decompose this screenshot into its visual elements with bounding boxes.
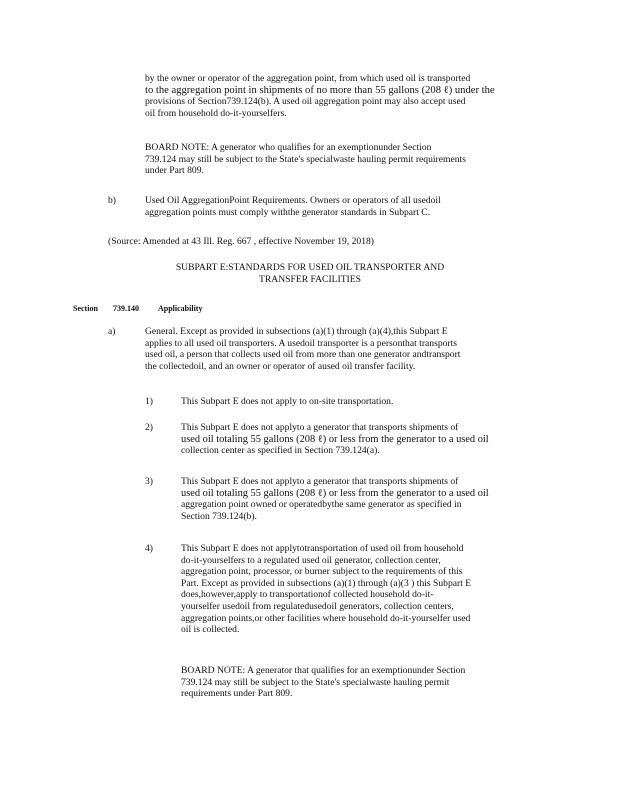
text-line: used oil totaling 55 gallons (208 ℓ) or less from the generator to a used oil (181, 487, 489, 499)
text-line: (Source: Amended at 43 Ill. Reg. 667 , effective November 19, 2018) (108, 236, 374, 247)
section-title: Applicability (158, 304, 203, 313)
text-line: yourselfer usedoil from regulatedusedoil generators, collection centers, (181, 600, 454, 612)
text-line: provisions of Section739.124(b). A used oil aggregation point may also accept used (145, 96, 466, 108)
board-note (181, 665, 543, 700)
text-line: to the aggregation point in shipments of no more than 55 gallons (208 ℓ) under the (145, 84, 495, 96)
text-line: used oil totaling 55 gallons (208 ℓ) or less from the generator to a used oil (181, 433, 489, 445)
text-line: This Subpart E does not applytotransportation of used oil from household (181, 543, 464, 554)
item-label: a) (108, 326, 116, 337)
text-line: Part. Except as provided in subsections (a)(1) through (a)(3 ) this Subpart E (181, 577, 472, 589)
subpart-heading (120, 262, 500, 285)
subitem-label: 2) (145, 422, 153, 433)
top-paragraph (145, 73, 543, 119)
heading-line: TRANSFER FACILITIES (259, 273, 361, 285)
section-prefix: Section (73, 304, 98, 313)
subitem-2-paragraph (181, 422, 543, 457)
item-b-paragraph (145, 195, 543, 218)
text-line: applies to all used oil transporters. A usedoil transporter is a personthat transports (145, 337, 458, 349)
subitem-label: 1) (145, 396, 153, 407)
subitem-label: 4) (145, 543, 153, 554)
text-line: 739.124 may still be subject to the State's specialwaste hauling permit requirements (145, 153, 466, 165)
text-line: Section 739.124(b). (181, 510, 257, 522)
text-line: This Subpart E does not apply to on-site transportation. (181, 396, 394, 407)
text-line: BOARD NOTE: A generator that qualifies for an exemptionunder Section (181, 665, 466, 676)
text-line: by the owner or operator of the aggregation point, from which used oil is transported (145, 73, 471, 84)
text-line: aggregation point, processor, or burner subject to the requirements of this (181, 566, 463, 578)
text-line: Used Oil AggregationPoint Requirements. Owners or operators of all usedoil (145, 195, 441, 206)
text-line: the collectedoil, and an owner or operator of aused oil transfer facility. (145, 360, 416, 372)
text-line: collection center as specified in Section 739.124(a). (181, 445, 380, 457)
text-line: aggregation points must comply withthe generator standards in Subpart C. (145, 206, 431, 218)
subitem-1-paragraph (181, 396, 543, 408)
text-line: used oil, a person that collects used oil from more than one generator andtransport (145, 349, 461, 361)
text-line: aggregation point owned or operatedbythe same generator as specified in (181, 499, 462, 511)
text-line: aggregation points,or other facilities where household do-it-yourselfer used (181, 612, 471, 624)
subitem-label: 3) (145, 476, 153, 487)
text-line: oil is collected. (181, 624, 240, 636)
text-line: 739.124 may still be subject to the State's specialwaste hauling permit (181, 676, 450, 688)
text-line: BOARD NOTE: A generator who qualifies for an exemptionunder Section (145, 142, 432, 153)
text-line: under Part 809. (145, 165, 204, 177)
item-label: b) (108, 195, 116, 206)
text-line: This Subpart E does not applyto a generator that transports shipments of (181, 422, 459, 433)
text-line: General. Except as provided in subsections (a)(1) through (a)(4),this Subpart E (145, 326, 448, 337)
board-note (145, 142, 543, 177)
heading-line: SUBPART E:STANDARDS FOR USED OIL TRANSPORTER AND (175, 262, 445, 273)
text-line: This Subpart E does not applyto a generator that transports shipments of (181, 476, 459, 487)
text-line: do-it-yourselfers to a regulated used oil generator, collection center, (181, 554, 441, 566)
text-line: requirements under Part 809. (181, 688, 293, 700)
text-line: does,however,apply to transportationof collected household do-it- (181, 589, 434, 601)
subitem-3-paragraph (181, 476, 543, 522)
subitem-4-paragraph (181, 543, 543, 636)
section-number: 739.140 (113, 304, 139, 313)
item-a-paragraph (145, 326, 543, 372)
text-line: oil from household do-it-yourselfers. (145, 107, 287, 119)
source-note (108, 236, 528, 248)
